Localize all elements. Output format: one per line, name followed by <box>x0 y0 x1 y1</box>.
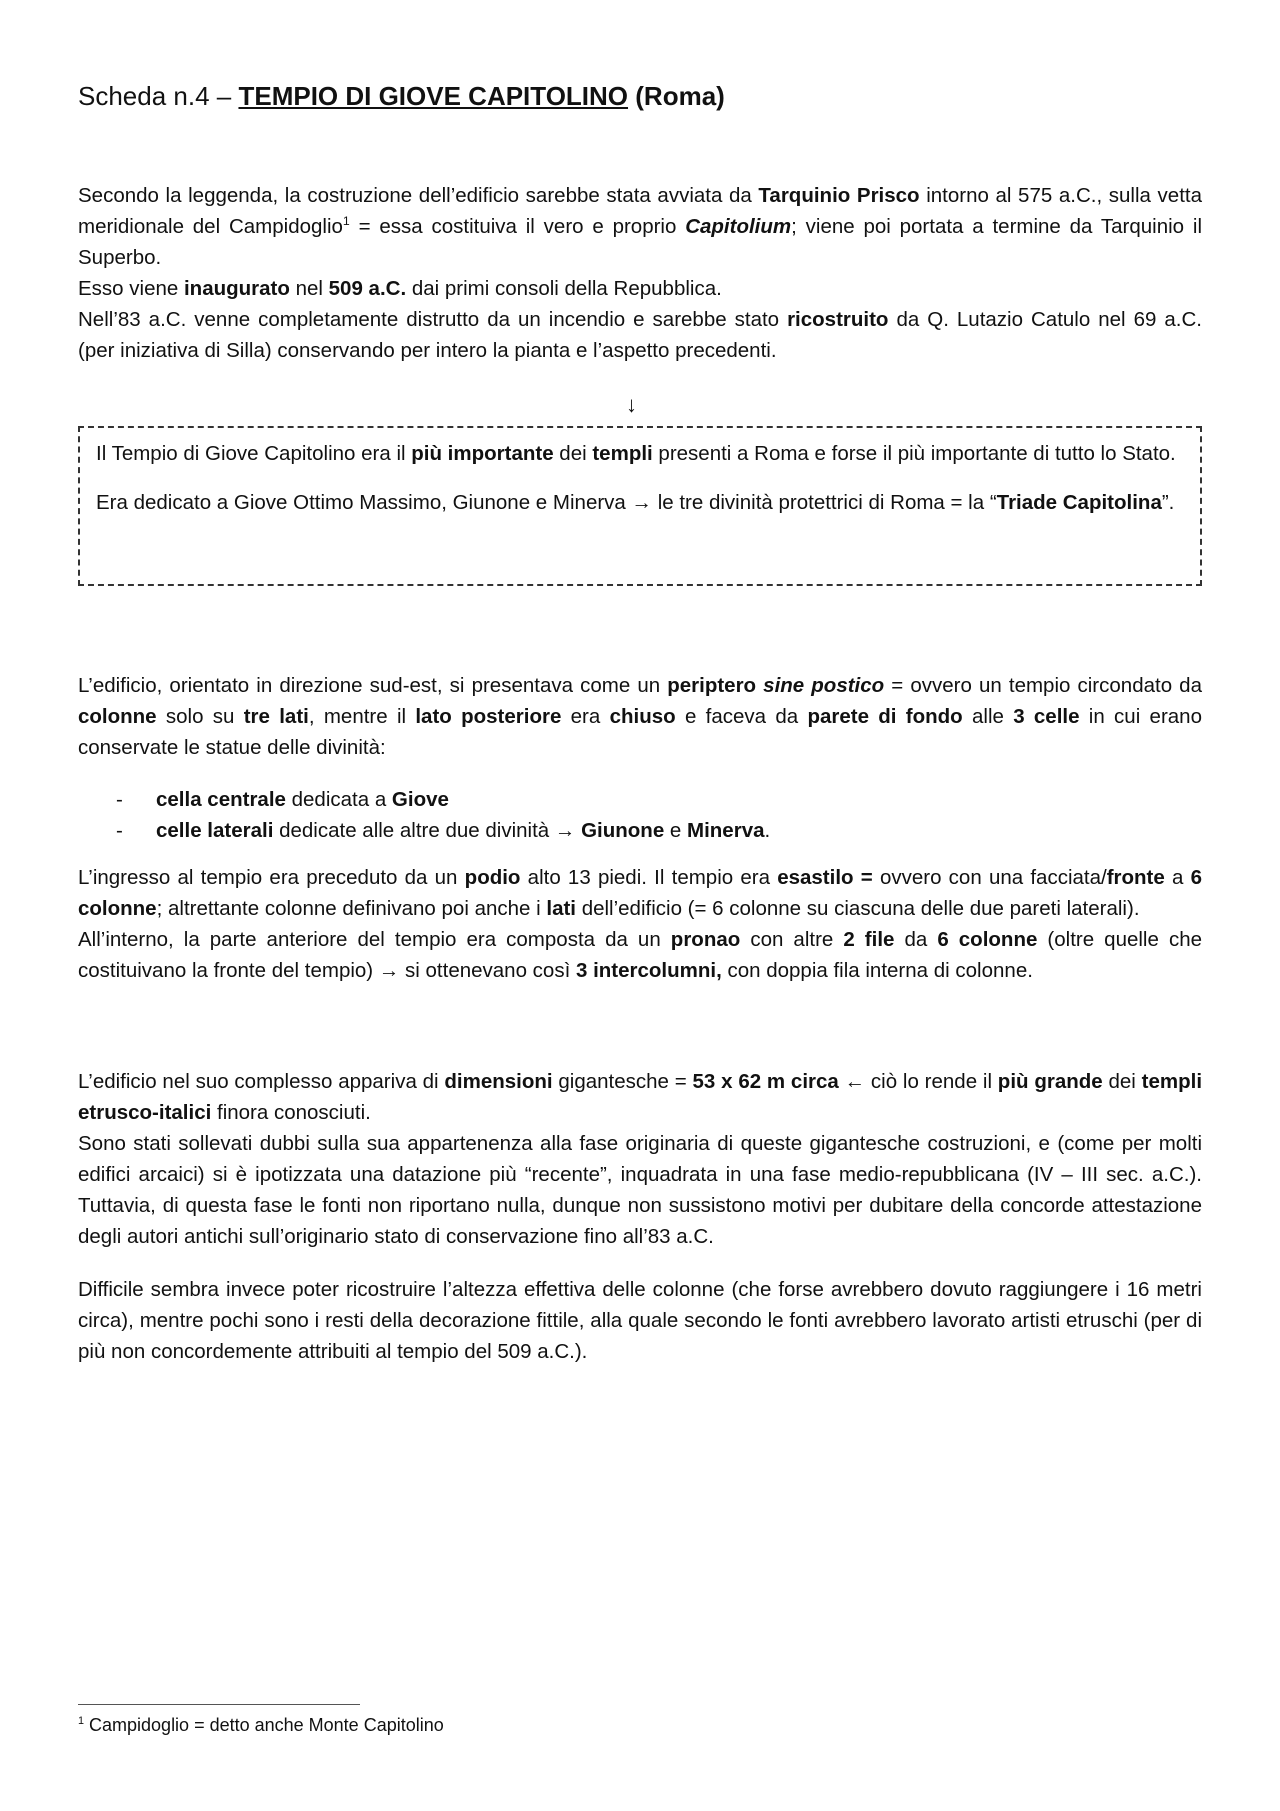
list-item <box>78 784 1202 815</box>
text: Secondo la leggenda, la costruzione dell’edificio sarebbe stata avviata da <box>78 184 759 207</box>
text-bold-italic: Capitolium <box>685 215 792 238</box>
text-bold: 509 a.C. <box>328 277 407 300</box>
celle-list-section <box>78 784 1202 846</box>
difficile-section <box>78 1274 1202 1367</box>
text: e faceva da <box>675 705 808 728</box>
text-bold: cella centrale <box>156 788 286 811</box>
text: dedicata a <box>285 788 392 811</box>
text-bold: pronao <box>670 928 741 951</box>
text: ovvero con una facciata/ <box>872 866 1107 889</box>
text: intorno al 575 a.C., sulla vetta meridionale del Campidoglio <box>78 184 1202 238</box>
celle-list <box>78 784 1202 846</box>
text-bold: colonne <box>78 705 157 728</box>
footnote-ref[interactable]: 1 <box>342 214 350 229</box>
text-bold: Tarquinio Prisco <box>758 184 920 207</box>
text-bold: 53 x 62 m circa <box>692 1070 839 1093</box>
text-bold: periptero <box>667 674 764 697</box>
list-item <box>78 815 1202 846</box>
dimensioni-paragraph <box>78 1066 1202 1128</box>
text: ”. <box>1161 491 1175 514</box>
text: Era dedicato a Giove Ottimo Massimo, Giunone e Minerva <box>96 491 632 514</box>
text: (oltre quelle che costituivano la fronte del tempio) <box>78 928 1202 982</box>
description-paragraph <box>78 670 1202 763</box>
ingresso-section <box>78 862 1202 986</box>
text-bold: celle laterali <box>156 819 274 842</box>
arrow-down-icon: ↓ <box>626 392 637 417</box>
text: = essa costituiva il vero e proprio <box>349 215 686 238</box>
text-bold: Giove <box>391 788 449 811</box>
ingresso-paragraph <box>78 862 1202 924</box>
text: da Q. Lutazio Catulo nel 69 a.C. (per iniziativa di Silla) conservando per intero la pianta e l’aspetto precedenti. <box>78 308 1202 362</box>
highlight-box <box>78 426 1202 586</box>
text-bold: lati <box>546 897 576 920</box>
title-main: TEMPIO DI GIOVE CAPITOLINO <box>238 81 629 111</box>
text: presenti a Roma e forse il più importante di tutto lo Stato. <box>652 442 1176 465</box>
text-bold: tre lati <box>243 705 309 728</box>
text: si ottenevano così <box>399 959 576 982</box>
text: le tre divinità protettrici di Roma = la “ <box>652 491 997 514</box>
text: . <box>764 819 771 842</box>
box-paragraph-importance <box>96 438 1184 469</box>
arrow-right-icon: → <box>554 819 576 842</box>
text-bold: dimensioni <box>444 1070 553 1093</box>
text: a <box>1164 866 1191 889</box>
inaugurato-paragraph <box>78 273 1202 304</box>
text: = ovvero un tempio circondato da <box>884 674 1202 697</box>
text-bold: più importante <box>411 442 554 465</box>
text: ; altrettante colonne definivano poi anche i <box>156 897 547 920</box>
text: con doppia fila interna di colonne. <box>721 959 1033 982</box>
text-bold: 3 intercolumni, <box>575 959 722 982</box>
text: Esso viene <box>78 277 184 300</box>
text: nel <box>289 277 329 300</box>
text-bold: 6 colonne <box>78 866 1203 920</box>
text: da <box>894 928 938 951</box>
arrow-left-icon: ← <box>844 1070 866 1093</box>
intro-paragraph <box>78 180 1202 273</box>
text-bold: lato posteriore <box>415 705 562 728</box>
text-bold: chiuso <box>609 705 676 728</box>
description-section <box>78 670 1202 763</box>
pronao-paragraph <box>78 924 1202 986</box>
title-prefix: Scheda n.4 – <box>78 81 239 111</box>
text: in cui erano conservate le statue delle divinità: <box>78 705 1202 759</box>
text-bold-italic: sine postico <box>763 674 885 697</box>
text: alle <box>962 705 1014 728</box>
title-suffix: (Roma) <box>628 81 725 111</box>
box-paragraph-triade <box>96 487 1184 518</box>
text-bold: templi etrusco-italici <box>78 1070 1203 1124</box>
text-bold: templi <box>592 442 653 465</box>
text-bold: fronte <box>1106 866 1165 889</box>
text-bold: podio <box>464 866 521 889</box>
text: ; viene poi portata a termine da Tarquinio il Superbo. <box>78 215 1202 269</box>
footnote-text: Campidoglio = detto anche Monte Capitolino <box>84 1715 444 1735</box>
text: L’edificio nel suo complesso appariva di <box>78 1070 445 1093</box>
text: dei <box>553 442 593 465</box>
datazione-paragraph: Sono stati sollevati dubbi sulla sua appartenenza alla fase originaria di queste gigantesche costruzioni, e (come per molti edifici arcaici) si è ipotizzata una datazione più “recente”, inquadrata in una fase medio-repubblicana (IV – III sec. a.C.). Tuttavia, di questa fase le fonti non riportano nulla, dunque non sussistono motivi per dubitare della concorde attestazione degli autori antichi sull’originario stato di conservazione fino all’83 a.C. <box>78 1132 1202 1248</box>
text: solo su <box>156 705 244 728</box>
text: con altre <box>740 928 844 951</box>
text-bold: più grande <box>997 1070 1103 1093</box>
intro-section <box>78 180 1202 366</box>
text-bold: inaugurato <box>183 277 290 300</box>
text: ciò lo rende il <box>865 1070 998 1093</box>
difficile-paragraph: Difficile sembra invece poter ricostruire l’altezza effettiva delle colonne (che forse avrebbero dovuto raggiungere i 16 metri circa), mentre pochi sono i resti della decorazione fittile, alla quale secondo le fonti avrebbero lavorato artisti etruschi (per di più non concordemente attribuiti al tempio del 509 a.C.). <box>78 1278 1202 1363</box>
text: gigantesche = <box>552 1070 693 1093</box>
text: dell’edificio (= 6 colonne su ciascuna delle due pareti laterali). <box>576 897 1140 920</box>
text: Il Tempio di Giove Capitolino era il <box>96 442 412 465</box>
dimensioni-section <box>78 1066 1202 1252</box>
list-bullet: - <box>116 788 123 811</box>
text-bold: Minerva <box>687 819 765 842</box>
list-bullet: - <box>116 819 123 842</box>
arrow-right-icon: → <box>631 491 653 514</box>
arrow-right-icon: → <box>378 959 400 982</box>
text: Nell’83 a.C. venne completamente distrutto da un incendio e sarebbe stato <box>78 308 788 331</box>
footnote-number: 1 <box>78 1715 85 1727</box>
text: dei <box>1102 1070 1142 1093</box>
text: All’interno, la parte anteriore del tempio era composta da un <box>78 928 671 951</box>
text: dedicate alle altre due divinità <box>273 819 555 842</box>
text-bold: 3 celle <box>1013 705 1080 728</box>
text: e <box>664 819 688 842</box>
text-bold: esastilo = <box>777 866 873 889</box>
text: dai primi consoli della Repubblica. <box>406 277 722 300</box>
text-bold: 2 file <box>843 928 895 951</box>
text-bold: 6 colonne <box>937 928 1038 951</box>
text-bold: parete di fondo <box>807 705 963 728</box>
text-bold: Triade Capitolina <box>996 491 1162 514</box>
text: L’edificio, orientato in direzione sud-est, si presentava come un <box>78 674 668 697</box>
ricostruito-paragraph <box>78 304 1202 366</box>
page-title <box>78 78 725 114</box>
text: alto 13 piedi. Il tempio era <box>520 866 778 889</box>
footnote-separator <box>78 1704 360 1705</box>
footnote <box>78 1712 444 1738</box>
text: L’ingresso al tempio era preceduto da un <box>78 866 465 889</box>
text: finora conosciuti. <box>211 1101 371 1124</box>
text: era <box>561 705 610 728</box>
text-bold: Giunone <box>575 819 665 842</box>
text: , mentre il <box>308 705 416 728</box>
text-bold: ricostruito <box>787 308 889 331</box>
